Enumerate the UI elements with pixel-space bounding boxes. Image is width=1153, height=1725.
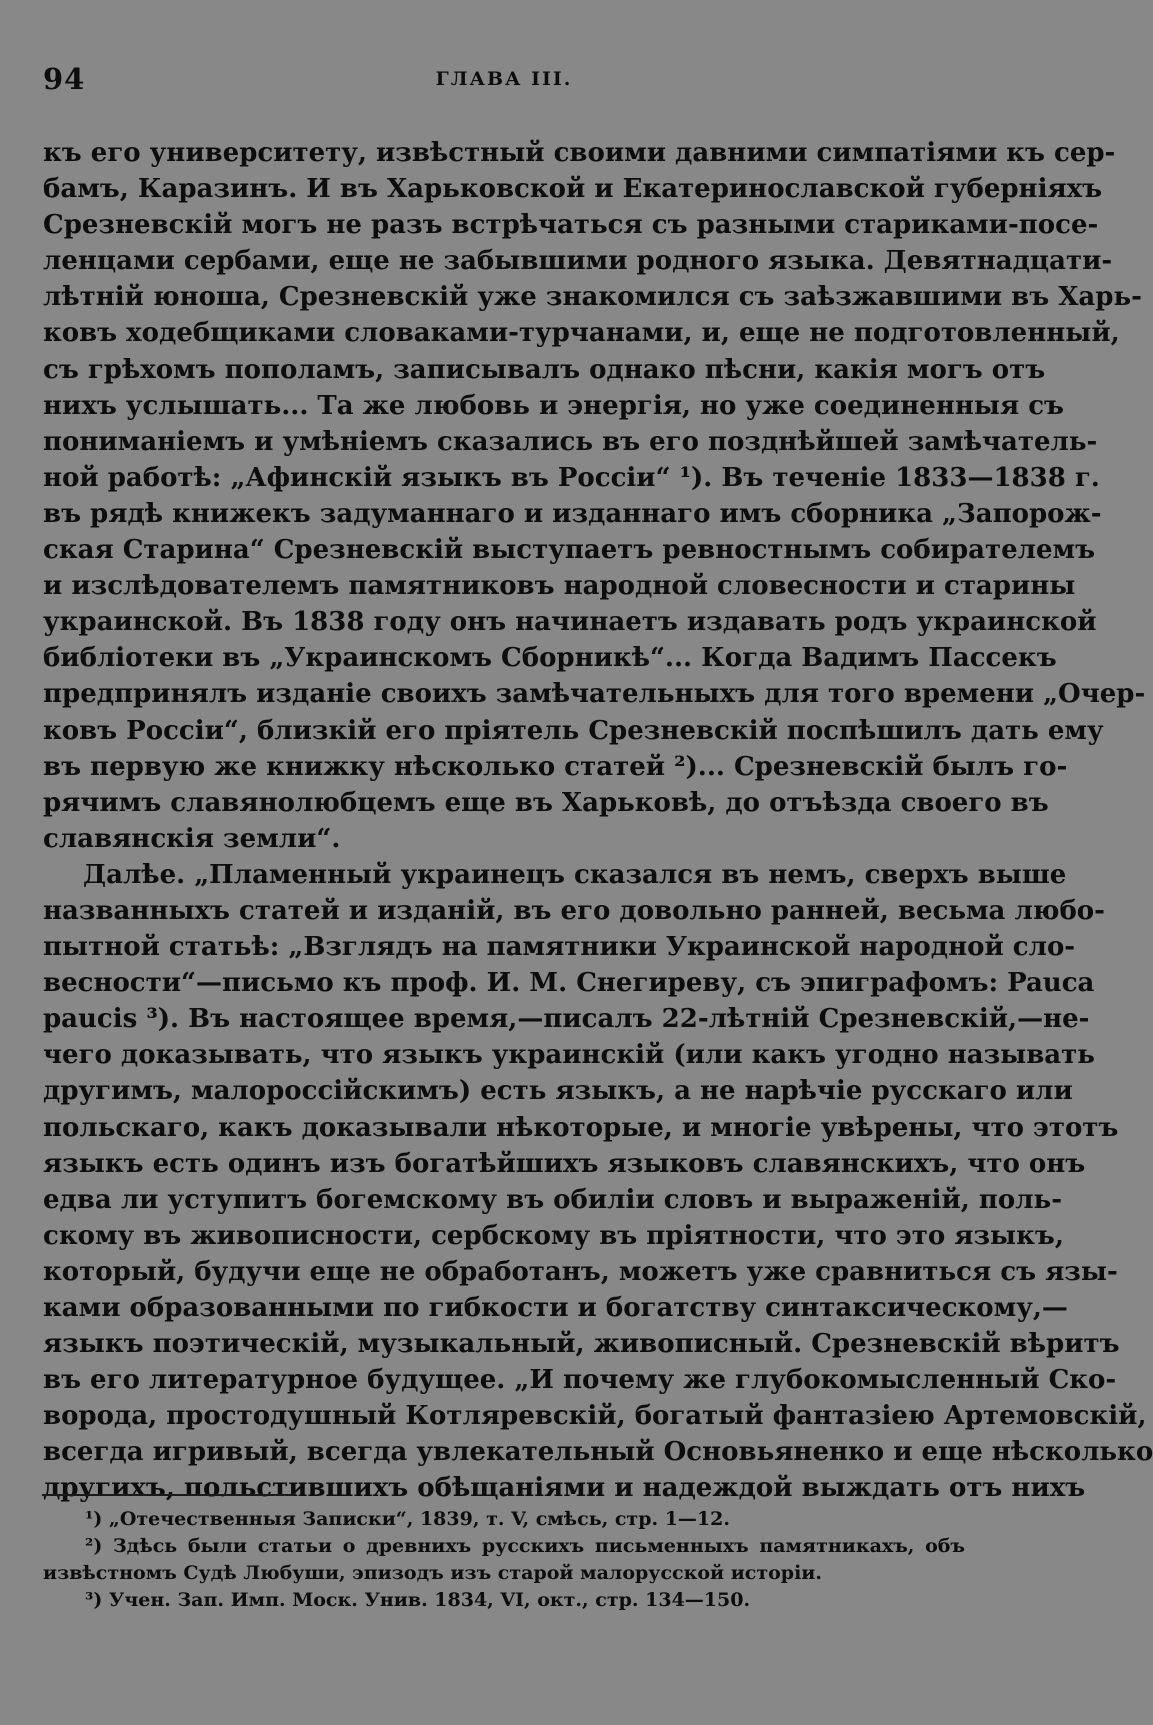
text-line: предпринялъ изданіе своихъ замѣчательныхъ для того времени „Очер- [43, 679, 1146, 710]
text-line: къ его университету, извѣстный своими давними симпатіями къ сер- [43, 138, 1116, 168]
text-line: другимъ, малороссійскимъ) есть языкъ, а не нарѣчіе русскаго или [43, 1076, 1073, 1107]
text-line: польскаго, какъ доказывали нѣкоторые, и многіе увѣрены, что этотъ [43, 1112, 1119, 1143]
text-line: ворода, простодушный Котляревскій, богатый фантазіею Артемовскій, [43, 1401, 1147, 1432]
text-line: украинской. Въ 1838 году онъ начинаетъ издавать родъ украинской [43, 607, 1097, 638]
text-line: всегда игривый, всегда увлекательный Основьяненко и еще нѣсколько [43, 1437, 1153, 1468]
text-line: рячимъ славянолюбцемъ еще въ Харьковѣ, до отъѣзда своего въ [43, 787, 1049, 818]
text-line: другихъ, польстившихъ обѣщаніями и надеждой выждать отъ нихъ [43, 1473, 1086, 1504]
text-line: языкъ есть одинъ изъ богатѣйшихъ языковъ славянскихъ, что онъ [43, 1148, 1086, 1179]
text-line: славянскія земли“. [43, 823, 341, 854]
text-line: бамъ, Каразинъ. И въ Харьковской и Екатеринославской губерніяхъ [43, 174, 1103, 205]
text-line: который, будучи еще не обработанъ, можетъ уже сравниться съ язы- [43, 1256, 1118, 1287]
page-header [43, 62, 965, 110]
text-line: ковъ ходебщиками словаками-турчанами, и, еще не подготовленный, [43, 318, 1120, 349]
footnote-2: ²) Здѣсь были статьи о древнихъ русскихъ письменныхъ памятникахъ, объ [85, 1535, 965, 1557]
text-line: пытной статьѣ: „Взглядъ на памятники Украинской народной сло- [43, 932, 1076, 963]
footnote-separator [42, 1494, 294, 1496]
text-line: ной работѣ: „Афинскій языкъ въ Россіи“ ¹). Въ теченіе 1833—1838 г. [43, 462, 1100, 493]
text-line: съ грѣхомъ пополамъ, записывалъ однако пѣсни, какія могъ отъ [43, 354, 1046, 385]
text-line: ская Старина“ Срезневскій выступаетъ ревностнымъ собирателемъ [43, 535, 1096, 566]
footnote-1: ¹) „Отечественныя Записки“, 1839, т. V, смѣсь, стр. 1—12. [85, 1508, 730, 1530]
text-line: едва ли уступитъ богемскому въ обиліи словъ и выраженій, поль- [43, 1184, 1062, 1215]
body-text [43, 135, 1153, 1507]
text-line: пониманіемъ и умѣніемъ сказались въ его позднѣйшей замѣчатель- [43, 426, 1098, 457]
text-line: ками образованными по гибкости и богатству синтаксическому,— [43, 1293, 1068, 1323]
text-line: Срезневскій могъ не разъ встрѣчаться съ разными стариками-посе- [43, 210, 1099, 241]
text-line: скому въ живописности, сербскому въ пріятности, что это языкъ, [43, 1220, 1064, 1251]
text-line: въ первую же книжку нѣсколько статей ²)... Срезневскій былъ го- [43, 751, 1068, 782]
page-number: 94 [43, 62, 86, 96]
running-title: ГЛАВА III. [435, 68, 573, 90]
text-line: въ рядѣ книжекъ задуманнаго и изданнаго имъ сборника „Запорож- [43, 498, 1102, 529]
text-line: ковъ Россіи“, близкій его пріятель Срезневскій поспѣшилъ дать ему [43, 715, 1104, 746]
text-line: названныхъ статей и изданій, въ его довольно ранней, весьма любо- [43, 895, 1105, 926]
text-line: ленцами сербами, еще не забывшими родного языка. Девятнадцати- [43, 246, 1113, 277]
text-line: въ его литературное будущее. „И почему же глубокомысленный Ско- [43, 1365, 1117, 1396]
text-line: нихъ услышать... Та же любовь и энергія, но уже соединенныя съ [43, 390, 1064, 421]
document-page [43, 62, 1153, 1504]
text-line: и изслѣдователемъ памятниковъ народной словесности и старины [43, 571, 1076, 602]
text-line: Далѣе. „Пламенный украинецъ сказался въ немъ, сверхъ выше [83, 859, 1067, 890]
text-line: лѣтній юноша, Срезневскій уже знакомился съ заѣзжавшими въ Харь- [43, 282, 1142, 313]
text-line: библіотеки въ „Украинскомъ Сборникѣ“... Когда Вадимъ Пассекъ [43, 643, 1057, 674]
text-line: paucis ³). Въ настоящее время,—писалъ 22-лѣтній Срезневскій,—не- [43, 1004, 1090, 1035]
footnote-3: ³) Учен. Зап. Имп. Моск. Унив. 1834, VI, окт., стр. 134—150. [85, 1589, 751, 1611]
text-line: чего доказывать, что языкъ украинскій (или какъ угодно называть [43, 1040, 1095, 1071]
text-line: весности“—письмо къ проф. И. М. Снегиреву, съ эпиграфомъ: Pauca [43, 968, 1095, 999]
footnote-2-continued: извѣстномъ Судѣ Любуши, эпизодъ изъ старой малорусской исторіи. [43, 1562, 823, 1584]
footnotes [43, 1506, 965, 1614]
text-line: языкъ поэтическій, музыкальный, живописный. Срезневскій вѣритъ [43, 1329, 1120, 1360]
